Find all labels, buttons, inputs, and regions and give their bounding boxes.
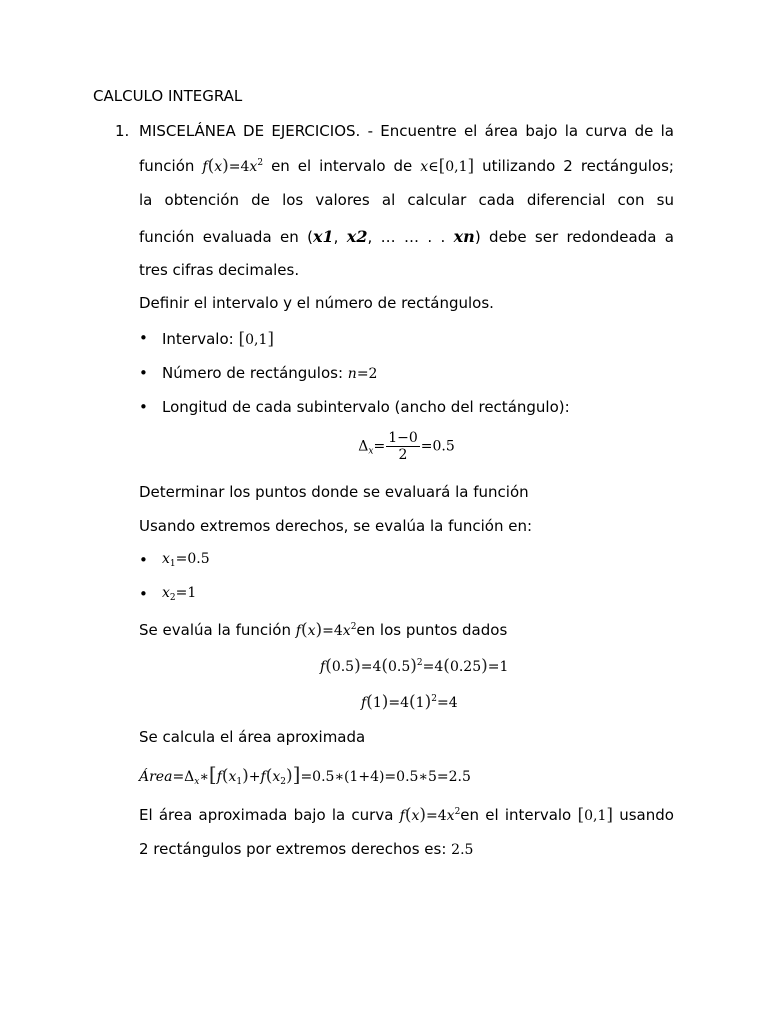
conclusion-line-1 [139, 805, 674, 825]
bullet-dot: • [139, 551, 148, 569]
paragraph-line-1: MISCELÁNEA DE EJERCICIOS. - Encuentre el área bajo la curva de la [139, 122, 674, 140]
area-intro: Se calcula el área aproximada [139, 728, 366, 746]
formula-x-in-interval: x∈[0,1] [420, 156, 475, 176]
paragraph-line-4: función evaluada en (x1, x2, … … . . xn) debe ser redondeada a [139, 227, 674, 246]
formula-x2: x2 [346, 227, 368, 246]
formula-sequence: x1 [312, 227, 334, 246]
conclusion-line-2 [139, 840, 473, 858]
eval-text-b: en los puntos dados [356, 621, 508, 639]
bullet-rectangulos [162, 364, 377, 382]
bullet-intervalo-label: Intervalo: [162, 330, 234, 348]
paragraph-line-3: la obtención de los valores al calcular cada diferencial con su [139, 191, 674, 209]
text-redondeada: debe ser redondeada a [489, 228, 674, 246]
formula-fx-4x2-inline: $f(x)=4x^2$ [295, 620, 357, 640]
formula-interval: [0,1] [238, 329, 275, 349]
text-funcion: función [139, 157, 195, 175]
formula-fx-4x2: $f(x)=4x^2$ [202, 156, 264, 176]
concl-text-b: en el intervalo [460, 806, 572, 824]
concl-text-d: 2 rectángulos por extremos derechos es: [139, 840, 447, 858]
answer-value: 2.5 [451, 842, 474, 858]
formula-fx-4x2-concl: $f(x)=4x^2$ [399, 805, 461, 825]
formula-delta-x: $\Delta_x=$ $\frac{1-0}{2}$ =0.5 [358, 430, 455, 463]
paragraph-line-2 [139, 156, 674, 176]
concl-text-c: usando [619, 806, 674, 824]
intro-definir: Definir el intervalo y el número de rectángulos. [139, 294, 494, 312]
bullet-longitud: Longitud de cada subintervalo (ancho del rectángulo): [162, 398, 570, 416]
formula-area: $Área=\Delta_x∗[f(x_1)+f(x_2)]=0.5∗(1+4)=0.5∗5=2.5$ [139, 762, 471, 787]
eval-line [139, 620, 507, 640]
text-evaluada: función evaluada en ( [139, 228, 313, 246]
eval-text-a: Se evalúa la función [139, 621, 291, 639]
bullet-dot: • [139, 364, 148, 382]
text-intervalo-de: en el intervalo de [271, 157, 413, 175]
formula-f05: $f(0.5)=4(0.5)^2=4(0.25)=1$ [320, 656, 509, 676]
list-number: 1. [115, 122, 130, 140]
bullet-rectangulos-label: Número de rectángulos: [162, 364, 344, 382]
intro-usando: Usando extremos derechos, se evalúa la función en: [139, 517, 533, 535]
formula-x1: $x_1=0.5$ [162, 551, 210, 569]
formula-interval-concl: [0,1] [577, 805, 613, 825]
document-title: CALCULO INTEGRAL [93, 87, 243, 105]
formula-xn: xn [453, 227, 475, 246]
bullet-dot: • [139, 398, 148, 416]
text-utilizando: utilizando 2 rectángulos; [482, 157, 674, 175]
formula-x2-value: $x_2=1$ [162, 585, 197, 603]
intro-determinar: Determinar los puntos donde se evaluará la función [139, 483, 529, 501]
formula-n: n=2 [347, 366, 378, 382]
fraction: $\frac{1-0}{2}$ [388, 430, 418, 463]
bullet-dot: • [139, 329, 148, 347]
paragraph-line-5: tres cifras decimales. [139, 261, 300, 279]
concl-text-a: El área aproximada bajo la curva [139, 806, 394, 824]
formula-f1: $f(1)=4(1)^2=4$ [361, 692, 458, 712]
bullet-intervalo [162, 329, 274, 349]
bullet-dot: • [139, 585, 148, 603]
ellipsis: … … . . [380, 228, 446, 246]
